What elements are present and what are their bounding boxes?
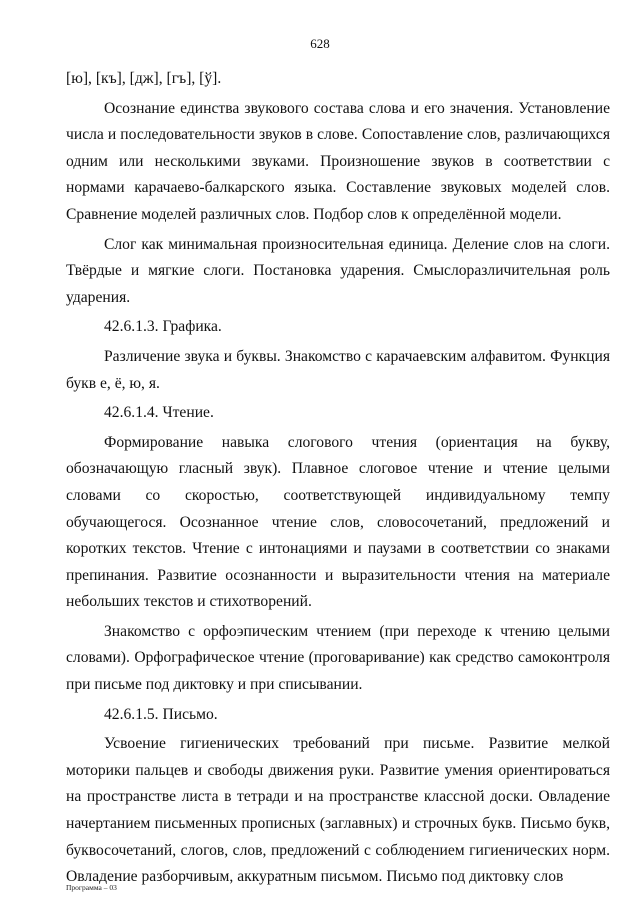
section-heading-reading: 42.6.1.4. Чтение. — [104, 404, 214, 422]
section-heading-writing: 42.6.1.5. Письмо. — [104, 705, 218, 723]
paragraph-reading-skill: Формирование навыка слогового чтения (ориентация на букву, обозначающую гласный звук). Плавное слоговое чтение и чтение целыми словами со скоростью, соответствующей индивидуальному темпу обучающегося. Осознанное чтение слов, словосочетаний, предложений и коротких текстов. Чтение с интонациями и паузами в соответствии со знаками препинания. Развитие осознанности и выразительности чтения на материале небольших текстов и стихотворений. — [66, 433, 610, 611]
paragraph-sound-composition: Осознание единства звукового состава слова и его значения. Установление числа и последовательности звуков в слове. Сопоставление слов, различающихся одним или несколькими звуками. Произношение звуков в соответствии с нормами карачаево-балкарского языка. Составление звуковых моделей слов. Сравнение моделей различных слов. Подбор слов к определённой модели. — [66, 99, 610, 223]
document-body — [66, 66, 610, 894]
page-footer: Программа – 03 — [66, 883, 117, 892]
section-heading-graphics: 42.6.1.3. Графика. — [104, 318, 222, 336]
paragraph-orthoepic-reading: Знакомство с орфоэпическим чтением (при переходе к чтению целыми словами). Орфографическое чтение (проговаривание) как средство самоконтроля при письме под диктовку и при списывании. — [66, 622, 610, 694]
paragraph-syllable: Слог как минимальная произносительная единица. Деление слов на слоги. Твёрдые и мягкие слоги. Постановка ударения. Смыслоразличительная роль ударения. — [66, 235, 610, 306]
page-number: 628 — [310, 36, 330, 51]
paragraph-sound-list: [ю], [къ], [дж], [гъ], [ў]. — [66, 70, 222, 87]
paragraph-writing: Усвоение гигиенических требований при письме. Развитие мелкой моторики пальцев и свободы движения руки. Развитие умения ориентироваться на пространстве листа в тетради и на пространстве классной доски. Овладение начертанием письменных прописных (заглавных) и строчных букв. Письмо букв, буквосочетаний, слогов, слов, предложений с соблюдением гигиенических норм. Овладение разборчивым, аккуратным письмом. Письмо под диктовку слов — [66, 735, 610, 886]
paragraph-graphics: Различение звука и буквы. Знакомство с карачаевским алфавитом. Функция букв е, ё, ю, я. — [66, 347, 610, 392]
